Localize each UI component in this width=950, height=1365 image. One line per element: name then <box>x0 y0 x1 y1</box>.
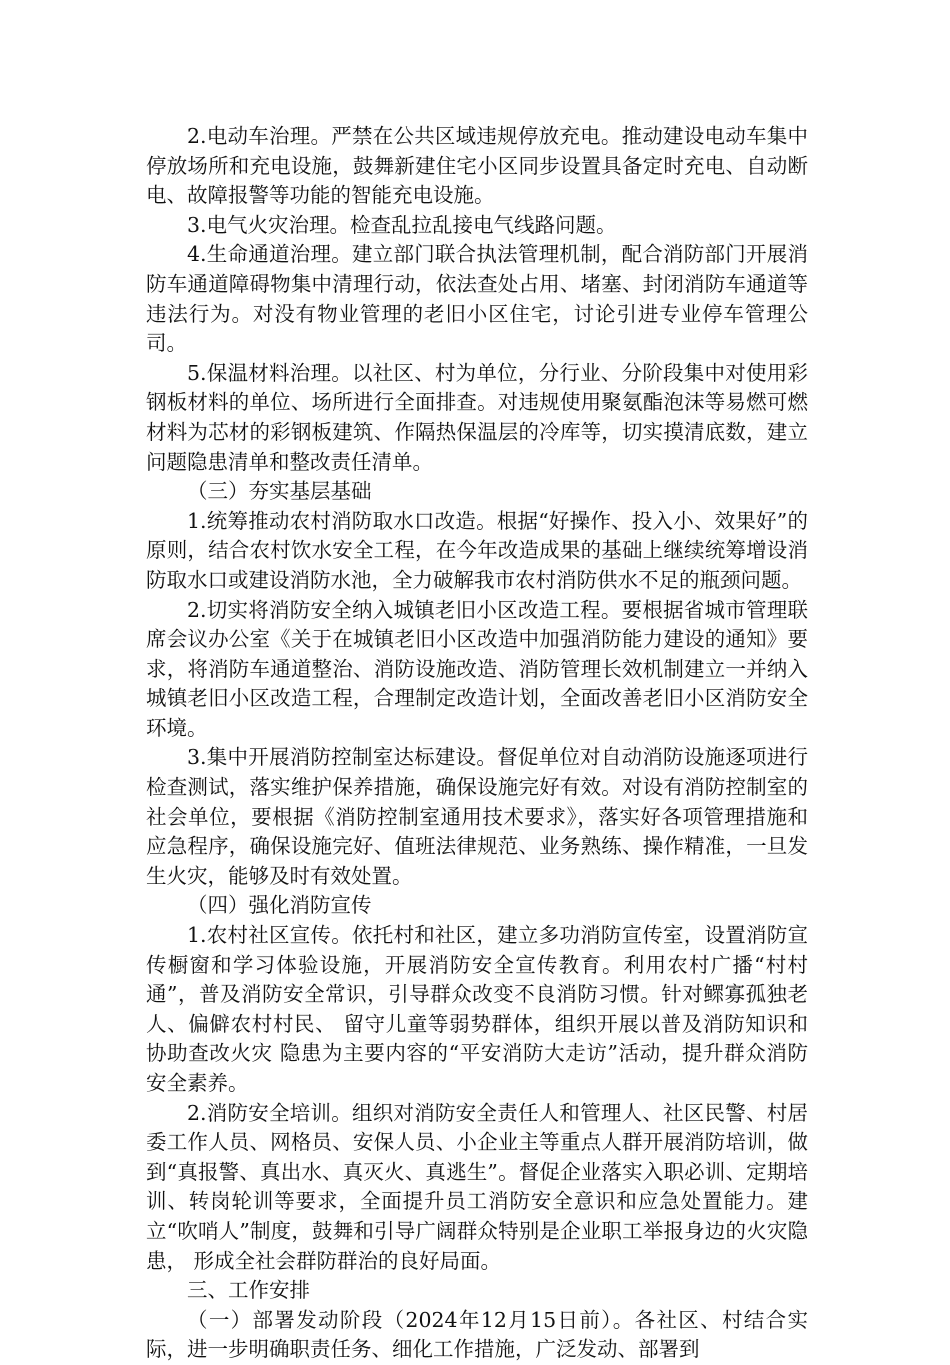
paragraph-electrical: 3.电气火灾治理。检查乱拉乱接电气线路问题。 <box>187 212 617 237</box>
paragraph-control-room: 3.集中开展消防控制室达标建设。督促单位对自动消防设施逐项进行检查测试，落实维护保养措施，确保设施完好有效。对设有消防控制室的社会单位，要根据《消防控制室通用技术要求》，落实好各项管理措施和应急程序，确保设施完好、值班法律规范、业务熟练、操作精准，一旦发生火灾，能够及时有效处置。 <box>146 745 808 888</box>
chapter-heading-work-arrangement: 三、工作安排 <box>187 1278 310 1303</box>
paragraph-rural-publicity: 1.农村社区宣传。依托村和社区，建立多功消防宣传室，设置消防宣传橱窗和学习体验设施，开展消防安全宣传教育。利用农村广播“村村通”，普及消防安全常识，引导群众改变不良消防习惯。针对鳏寡孤独老人、偏僻农村村民、 留守儿童等弱势群体，组织开展以普及消防知识和协助查改火灾 隐患为主要内容的“平安消防大走访”活动，提升群众消防安全素养。 <box>146 923 808 1095</box>
section-heading-3: （三）夯实基层基础 <box>187 479 372 504</box>
paragraph-deployment-stage: （一）部署发动阶段（2024年12月15日前）。各社区、村结合实际，进一步明确职责任务、细化工作措施，广泛发动、部署到 <box>146 1307 808 1362</box>
document-body <box>146 122 808 1365</box>
paragraph-insulation: 5.保温材料治理。以社区、村为单位，分行业、分阶段集中对使用彩钢板材料的单位、场所进行全面排查。对违规使用聚氨酯泡沫等易燃可燃材料为芯材的彩钢板建筑、作隔热保温层的冷库等，切实摸清底数，建立问题隐患清单和整改责任清单。 <box>146 360 808 474</box>
paragraph-safety-training: 2.消防安全培训。组织对消防安全责任人和管理人、社区民警、村居委工作人员、网格员、安保人员、小企业主等重点人群开展消防培训，做到“真报警、真出水、真灭火、真逃生”。督促企业落实入职必训、定期培训、转岗轮训等要求，全面提升员工消防安全意识和应急处置能力。建立“吹哨人”制度，鼓舞和引导广阔群众特别是企业职工举报身边的火灾隐患， 形成全社会群防群治的良好局面。 <box>146 1100 808 1273</box>
paragraph-ebike: 2.电动车治理。严禁在公共区域违规停放充电。推动建设电动车集中停放场所和充电设施，鼓舞新建住宅小区同步设置具备定时充电、自动断电、故障报警等功能的智能充电设施。 <box>146 124 808 208</box>
paragraph-water-intake: 1.统筹推动农村消防取水口改造。根据“好操作、投入小、效果好”的原则，结合农村饮水安全工程，在今年改造成果的基础上继续统筹增设消防取水口或建设消防水池，全力破解我市农村消防供水不足的瓶颈问题。 <box>146 508 808 592</box>
paragraph-lifeline: 4.生命通道治理。建立部门联合执法管理机制，配合消防部门开展消防车通道障碍物集中清理行动，依法查处占用、堵塞、封闭消防车通道等违法行为。对没有物业管理的老旧小区住宅，讨论引进专业停车管理公司。 <box>146 242 808 356</box>
paragraph-old-community: 2.切实将消防安全纳入城镇老旧小区改造工程。要根据省城市管理联席会议办公室《关于在城镇老旧小区改造中加强消防能力建设的通知》要求，将消防车通道整治、消防设施改造、消防管理长效机制建立一并纳入城镇老旧小区改造工程，合理制定改造计划，全面改善老旧小区消防安全环境。 <box>146 597 808 740</box>
section-heading-4: （四）强化消防宣传 <box>187 893 372 918</box>
